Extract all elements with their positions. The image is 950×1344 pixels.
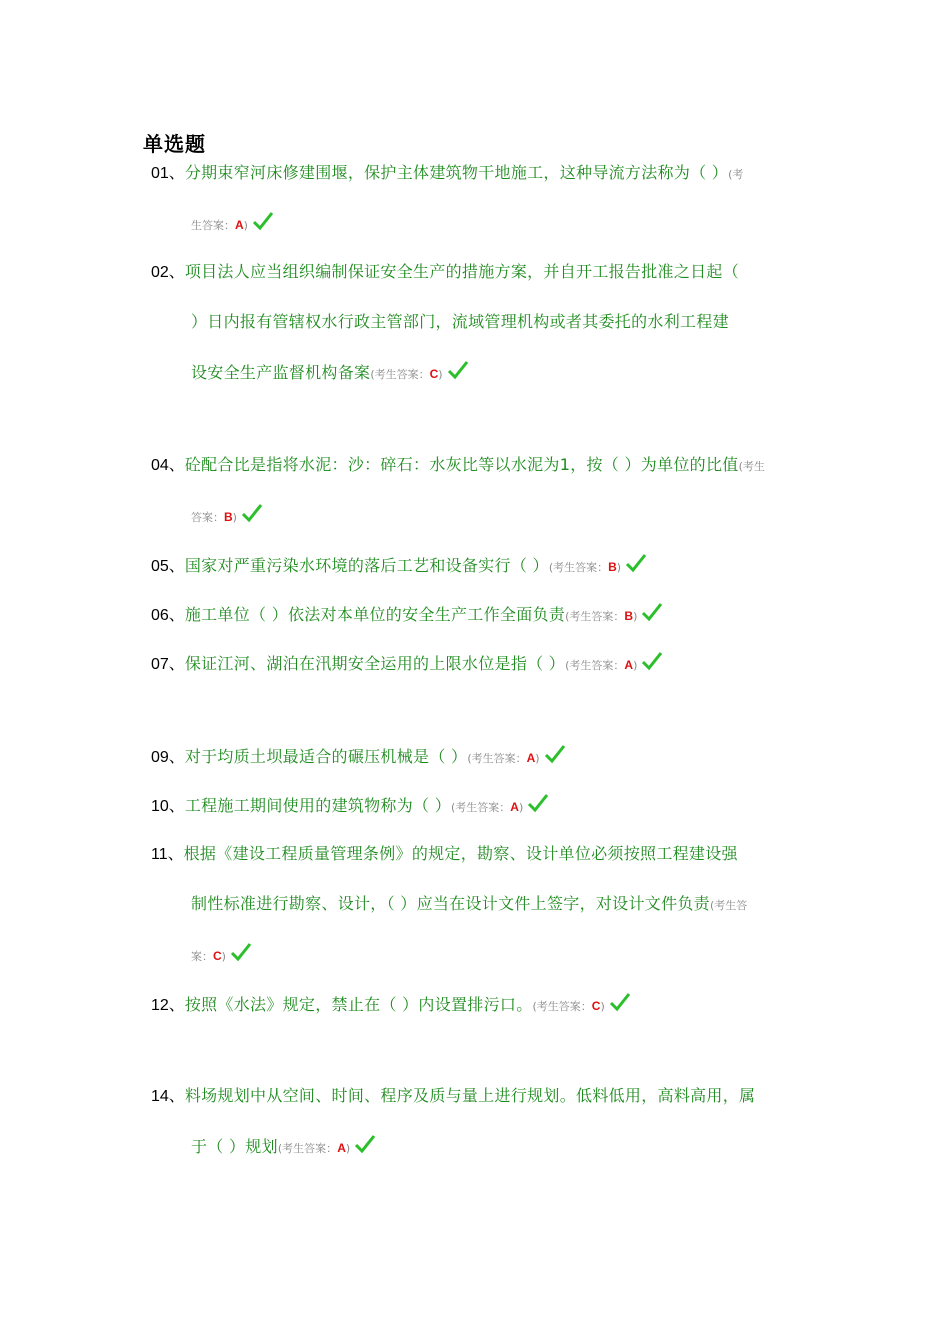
checkmark-icon [641, 651, 663, 671]
question-number: 05、 [151, 558, 185, 575]
checkmark-icon [544, 744, 566, 764]
answer-prefix-fragment: (考生答 [710, 899, 748, 912]
question-number: 01、 [151, 165, 185, 182]
question-text: 工程施工期间使用的建筑物称为（ ） [184, 796, 451, 815]
question-number: 04、 [151, 457, 185, 474]
checkmark-icon [241, 503, 263, 523]
question-text: 保证江河、湖泊在汛期安全运用的上限水位是指（ ） [184, 654, 566, 673]
answer-label-fragment: 案： [191, 950, 213, 963]
question-07: 07、保证江河、湖泊在汛期安全运用的上限水位是指（ ）(考生答案：A) [151, 651, 801, 675]
question-11: 11、根据《建设工程质量管理条例》的规定，勘察、设计单位必须按照工程建设强 制性标准进行勘察、设计，（ ）应当在设计文件上签字，对设计文件负责(考生答 案：C) [151, 844, 748, 963]
question-text: 国家对严重污染水环境的落后工艺和设备实行（ ） [184, 556, 549, 575]
answer-letter: B [224, 510, 233, 524]
question-12: 12、按照《水法》规定，禁止在（ ）内设置排污口。(考生答案：C) [151, 992, 801, 1016]
question-06: 06、施工单位（ ）依法对本单位的安全生产工作全面负责(考生答案：B) [151, 602, 801, 626]
answer-letter: B [624, 609, 634, 623]
answer-letter: B [608, 560, 617, 574]
answer-letter: A [235, 218, 244, 232]
checkmark-icon [354, 1134, 376, 1154]
answer-letter: A [526, 751, 536, 765]
answer-letter: C [429, 367, 439, 381]
question-text: 料场规划中从空间、时间、程序及质与量上进行规划。低料低用，高料高用，属 [184, 1086, 756, 1105]
question-text: 于（ ）规划 [191, 1137, 278, 1156]
answer-letter: C [213, 949, 222, 963]
question-text: 砼配合比是指将水泥：沙：碎石：水灰比等以水泥为1，按（ ）为单位的比值 [184, 455, 739, 474]
question-text: 分期束窄河床修建围堰，保护主体建筑物干地施工，这种导流方法称为（ ） [184, 163, 729, 182]
question-number: 14、 [151, 1088, 185, 1105]
checkmark-icon [527, 793, 549, 813]
checkmark-icon [230, 942, 252, 962]
question-number: 06、 [151, 607, 185, 624]
question-number: 02、 [151, 264, 185, 281]
question-text: 按照《水法》规定，禁止在（ ）内设置排污口。 [184, 995, 533, 1014]
question-10: 10、工程施工期间使用的建筑物称为（ ）(考生答案：A) [151, 793, 801, 817]
question-number: 11、 [151, 846, 184, 863]
section-title: 单选题 [143, 132, 206, 156]
checkmark-icon [625, 553, 647, 573]
question-number: 12、 [151, 997, 185, 1014]
answer-letter: A [337, 1141, 346, 1155]
answer-letter: A [510, 800, 519, 814]
question-09: 09、对于均质土坝最适合的碾压机械是（ ）(考生答案：A) [151, 744, 801, 768]
question-05: 05、国家对严重污染水环境的落后工艺和设备实行（ ）(考生答案：B) [151, 553, 801, 577]
answer-letter: C [591, 999, 601, 1013]
question-01: 01、分期束窄河床修建围堰，保护主体建筑物干地施工，这种导流方法称为（ ）(考 生答案：A) [151, 163, 744, 232]
checkmark-icon [447, 360, 469, 380]
checkmark-icon [641, 602, 663, 622]
question-number: 10、 [151, 798, 185, 815]
question-text: ）日内报有管辖权水行政主管部门，流域管理机构或者其委托的水利工程建 [191, 312, 729, 331]
checkmark-icon [609, 992, 631, 1012]
question-text: 制性标准进行勘察、设计，（ ）应当在设计文件上签字，对设计文件负责 [191, 894, 710, 913]
question-text: 根据《建设工程质量管理条例》的规定，勘察、设计单位必须按照工程建设强 [183, 844, 738, 863]
answer-prefix-fragment: (考 [728, 168, 744, 181]
answer-prefix-fragment: (考生 [738, 460, 765, 473]
question-number: 07、 [151, 656, 185, 673]
answer-label-fragment: 生答案： [191, 219, 235, 232]
question-04: 04、砼配合比是指将水泥：沙：碎石：水灰比等以水泥为1，按（ ）为单位的比值(考生 答案：B) [151, 455, 765, 524]
question-text: 对于均质土坝最适合的碾压机械是（ ） [184, 747, 468, 766]
answer-label-fragment: 答案： [191, 511, 224, 524]
question-text: 施工单位（ ）依法对本单位的安全生产工作全面负责 [184, 605, 566, 624]
question-02: 02、项目法人应当组织编制保证安全生产的措施方案，并自开工报告批准之日起（ ）日内报有管辖权水行政主管部门，流域管理机构或者其委托的水利工程建 设安全生产监督机构备案(考生答案：C) [151, 262, 740, 382]
checkmark-icon [252, 211, 274, 231]
question-number: 09、 [151, 749, 185, 766]
question-text: 项目法人应当组织编制保证安全生产的措施方案，并自开工报告批准之日起（ [184, 262, 740, 281]
question-14: 14、料场规划中从空间、时间、程序及质与量上进行规划。低料低用，高料高用，属 于（ ）规划(考生答案：A) [151, 1086, 756, 1156]
question-text: 设安全生产监督机构备案 [191, 363, 371, 382]
answer-letter: A [624, 658, 634, 672]
